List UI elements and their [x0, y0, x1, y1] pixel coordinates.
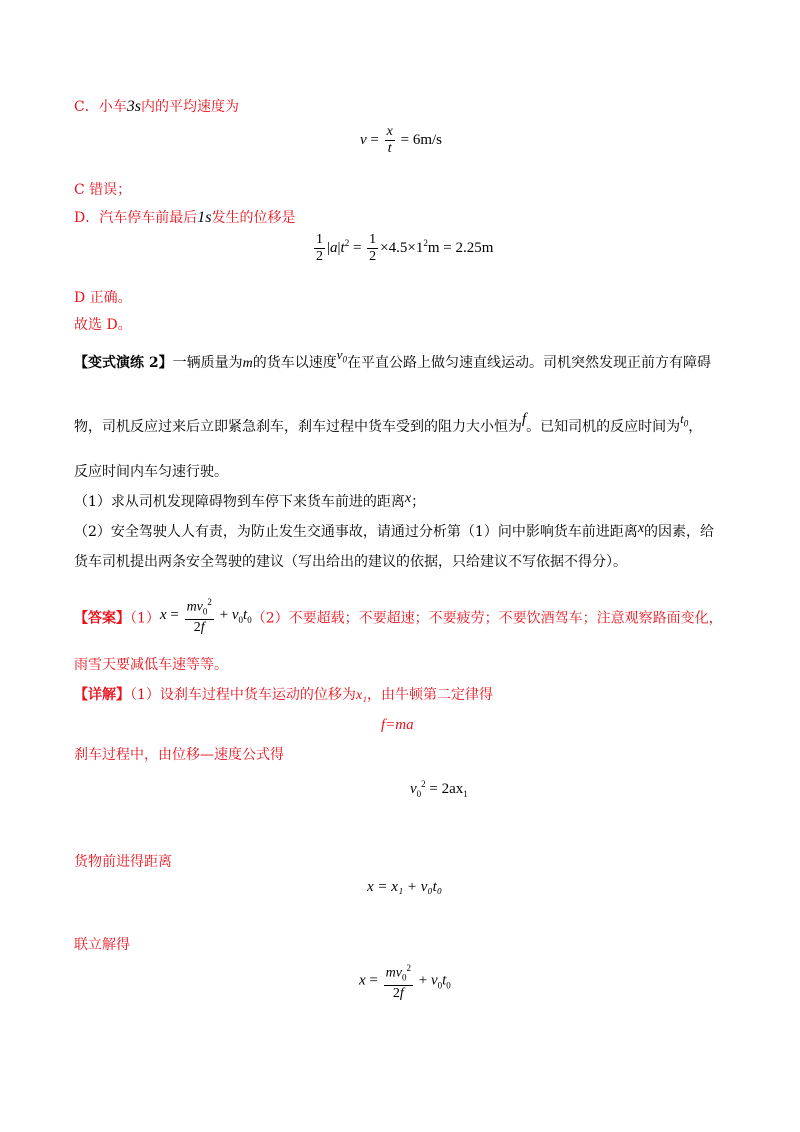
equation-displacement: $\frac{1}{2}$ $|a|t^2$ = $\frac{1}{2}$ $\times 4.5\times 1^2m = 2.25m$ — [316, 232, 494, 264]
option-d-conclusion: D 正确。 — [74, 290, 132, 306]
answer-part2: （2）不要超载；不要超速；不要疲劳；不要饮酒驾车；注意观察路面变化， — [251, 610, 723, 627]
option-c-label: C．小车 — [74, 99, 127, 115]
time-1s: 1s — [197, 209, 212, 226]
time-3s: 3s — [126, 98, 141, 115]
answer-tag: 【答案】 — [74, 610, 130, 627]
answer-part1: （1） — [130, 610, 160, 627]
disp-unit: m — [427, 239, 440, 256]
detail-combine-text: 联立解得 — [74, 937, 130, 953]
equation-x-sum: x = x₁ + v₀t₀ — [367, 879, 443, 895]
question-2-line1 — [74, 522, 714, 543]
avg-v-result: = 6m/s — [400, 131, 442, 148]
q-text-2a: 物，司机反应过来后立即紧急刹车，刹车过程中货车受到的阻力大小恒为 — [74, 419, 522, 435]
q-text-1a: 一辆质量为 — [172, 355, 243, 371]
answer-line2: 雨雪天要减低车速等等。 — [74, 657, 228, 673]
option-d-line — [74, 208, 295, 228]
detail-line1 — [74, 685, 493, 706]
distance-x: x — [404, 491, 412, 506]
disp-mid: ×4.5×1 — [380, 239, 424, 256]
option-c-conclusion: C 错误； — [74, 182, 132, 198]
equation-final: x = $\frac{mv_0^2}{2f}$ + $v_0t_0$ — [359, 960, 451, 1002]
option-d-label: D．汽车停车前最后 — [74, 210, 198, 226]
q1-text: （1）求从司机发现障碍物到车停下来货车前进的距离 — [74, 494, 405, 510]
detail-brake-text: 刹车过程中，由位移—速度公式得 — [74, 747, 284, 763]
distance-x-2: x — [637, 521, 645, 536]
q-text-1b: 的货车以速度 — [252, 355, 337, 371]
q-text-2b: 。已知司机的反应时间为 — [526, 419, 681, 435]
equation-newton: f=ma — [381, 717, 414, 733]
option-d-text: 发生的位移是 — [211, 210, 296, 226]
force-f: f — [522, 411, 527, 427]
mass-m: m — [242, 356, 253, 371]
v0-squared-rhs: = 2ax — [429, 781, 464, 797]
q-text-1c: 在平直公路上做匀速直线运动。司机突然发现正前方有障碍 — [347, 355, 712, 371]
q2-text-b: 的因素，给 — [644, 524, 715, 540]
question-2-line2: 货车司机提出两条安全驾驶的建议（写出给出的建议的依据，只给建议不写依据不得分）。 — [74, 554, 627, 570]
detail-tag: 【详解】 — [74, 687, 130, 703]
question-1 — [74, 492, 425, 513]
detail-text-a: （1）设刹车过程中货车运动的位移为 — [130, 687, 356, 703]
option-c-line — [74, 97, 239, 117]
time-t0: $t_0$ — [680, 411, 689, 429]
detail-text-b: ，由牛顿第二定律得 — [367, 687, 493, 703]
q1-end: ； — [411, 494, 426, 510]
q2-text-a: （2）安全驾驶人人有责，为防止发生交通事故，请通过分析第（1）问中影响货车前进距离 — [74, 524, 638, 540]
option-c-text: 内的平均速度为 — [140, 99, 239, 115]
q-text-2c: ， — [688, 419, 703, 435]
answer-formula: x = $\frac{mv_0^2}{2f}$ + $v_0t_0$ — [160, 607, 252, 623]
variant-exercise-tag: 【变式演练 2】 — [74, 355, 173, 371]
variant-exercise-line1 — [74, 347, 712, 378]
answer-choice: 故选 D。 — [74, 317, 132, 333]
velocity-v0: $v_0$ — [336, 347, 348, 365]
displacement-x1: x₁ — [355, 688, 367, 703]
equation-average-velocity: v = $\frac{x}{t}$ = 6m/s — [360, 124, 442, 156]
disp-result: = 2.25m — [443, 239, 494, 256]
answer-line1 — [74, 598, 723, 640]
equation-v0-squared: $v_0^2 = 2ax_1$ — [410, 779, 468, 799]
detail-goods-text: 货物前进得距离 — [74, 854, 172, 870]
variant-exercise-line2 — [74, 411, 703, 442]
variant-exercise-line3: 反应时间内车匀速行驶。 — [74, 464, 228, 480]
